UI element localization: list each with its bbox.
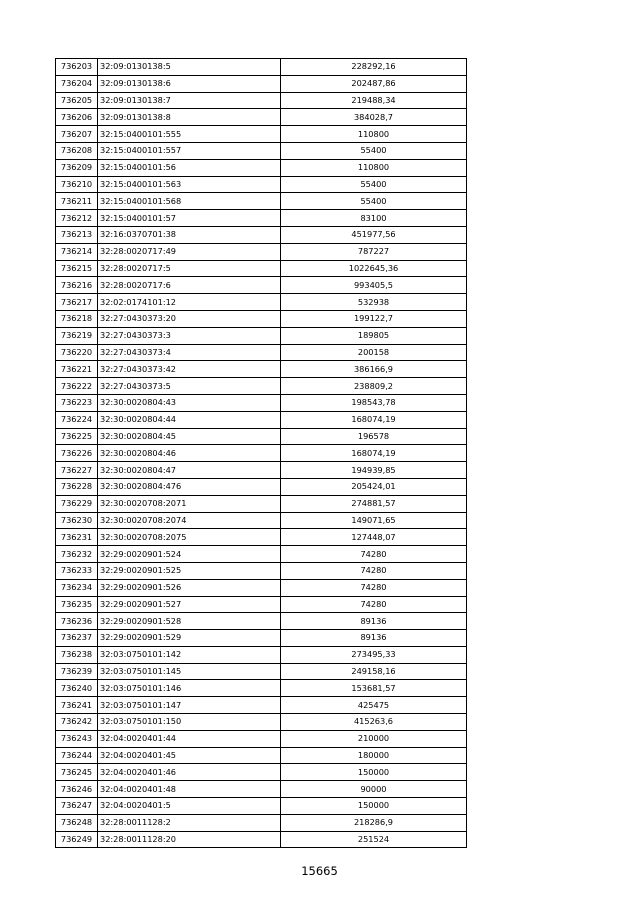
value-cell: 228292,16 — [281, 59, 467, 76]
table-row — [56, 596, 467, 613]
row-id-cell: 736230 — [56, 512, 98, 529]
table-row — [56, 394, 467, 411]
cadastral-number-cell: 32:03:0750101:150 — [98, 714, 281, 731]
cadastral-number-cell: 32:28:0020717:49 — [98, 243, 281, 260]
table-row — [56, 445, 467, 462]
cadastral-number-cell: 32:15:0400101:56 — [98, 159, 281, 176]
table-row — [56, 529, 467, 546]
table-row — [56, 310, 467, 327]
row-id-cell: 736213 — [56, 226, 98, 243]
cadastral-number-cell: 32:29:0020901:528 — [98, 613, 281, 630]
row-id-cell: 736203 — [56, 59, 98, 76]
table-row — [56, 663, 467, 680]
value-cell: 238809,2 — [281, 378, 467, 395]
cadastral-number-cell: 32:03:0750101:146 — [98, 680, 281, 697]
table-body — [56, 59, 467, 848]
table-row — [56, 714, 467, 731]
row-id-cell: 736225 — [56, 428, 98, 445]
cadastral-number-cell: 32:03:0750101:142 — [98, 646, 281, 663]
table-row — [56, 646, 467, 663]
value-cell: 74280 — [281, 546, 467, 563]
table-row — [56, 512, 467, 529]
cadastral-number-cell: 32:15:0400101:555 — [98, 126, 281, 143]
table-row — [56, 142, 467, 159]
value-cell: 110800 — [281, 159, 467, 176]
table-row — [56, 277, 467, 294]
row-id-cell: 736205 — [56, 92, 98, 109]
cadastral-number-cell: 32:29:0020901:525 — [98, 562, 281, 579]
cadastral-number-cell: 32:27:0430373:3 — [98, 327, 281, 344]
table-row — [56, 579, 467, 596]
table-row — [56, 260, 467, 277]
row-id-cell: 736226 — [56, 445, 98, 462]
cadastral-number-cell: 32:28:0020717:5 — [98, 260, 281, 277]
table-row — [56, 462, 467, 479]
table-row — [56, 562, 467, 579]
row-id-cell: 736208 — [56, 142, 98, 159]
table-row — [56, 210, 467, 227]
value-cell: 210000 — [281, 730, 467, 747]
value-cell: 451977,56 — [281, 226, 467, 243]
value-cell: 89136 — [281, 630, 467, 647]
table-row — [56, 226, 467, 243]
table-row — [56, 193, 467, 210]
cadastral-number-cell: 32:27:0430373:4 — [98, 344, 281, 361]
row-id-cell: 736242 — [56, 714, 98, 731]
row-id-cell: 736246 — [56, 781, 98, 798]
row-id-cell: 736245 — [56, 764, 98, 781]
value-cell: 198543,78 — [281, 394, 467, 411]
cadastral-number-cell: 32:29:0020901:527 — [98, 596, 281, 613]
table-row — [56, 831, 467, 848]
cadastral-number-cell: 32:03:0750101:147 — [98, 697, 281, 714]
cadastral-number-cell: 32:30:0020804:47 — [98, 462, 281, 479]
value-cell: 205424,01 — [281, 478, 467, 495]
table-row — [56, 75, 467, 92]
cadastral-number-cell: 32:30:0020708:2071 — [98, 495, 281, 512]
row-id-cell: 736209 — [56, 159, 98, 176]
value-cell: 127448,07 — [281, 529, 467, 546]
row-id-cell: 736236 — [56, 613, 98, 630]
table-row — [56, 630, 467, 647]
table-row — [56, 126, 467, 143]
cadastral-number-cell: 32:16:0370701:38 — [98, 226, 281, 243]
value-cell: 787227 — [281, 243, 467, 260]
table-row — [56, 243, 467, 260]
value-cell: 74280 — [281, 562, 467, 579]
cadastral-number-cell: 32:29:0020901:529 — [98, 630, 281, 647]
table-row — [56, 159, 467, 176]
value-cell: 74280 — [281, 596, 467, 613]
row-id-cell: 736229 — [56, 495, 98, 512]
cadastral-number-cell: 32:28:0011128:20 — [98, 831, 281, 848]
table-row — [56, 344, 467, 361]
row-id-cell: 736237 — [56, 630, 98, 647]
table-row — [56, 428, 467, 445]
row-id-cell: 736218 — [56, 310, 98, 327]
row-id-cell: 736220 — [56, 344, 98, 361]
cadastral-number-cell: 32:27:0430373:42 — [98, 361, 281, 378]
table-row — [56, 546, 467, 563]
table-row — [56, 814, 467, 831]
cadastral-number-cell: 32:29:0020901:524 — [98, 546, 281, 563]
cadastral-value-table — [55, 58, 467, 848]
value-cell: 168074,19 — [281, 445, 467, 462]
cadastral-number-cell: 32:04:0020401:5 — [98, 798, 281, 815]
row-id-cell: 736216 — [56, 277, 98, 294]
row-id-cell: 736238 — [56, 646, 98, 663]
value-cell: 90000 — [281, 781, 467, 798]
table-row — [56, 361, 467, 378]
cadastral-number-cell: 32:30:0020804:476 — [98, 478, 281, 495]
row-id-cell: 736233 — [56, 562, 98, 579]
table-row — [56, 680, 467, 697]
cadastral-number-cell: 32:02:0174101:12 — [98, 294, 281, 311]
cadastral-number-cell: 32:09:0130138:5 — [98, 59, 281, 76]
table-row — [56, 176, 467, 193]
cadastral-number-cell: 32:09:0130138:6 — [98, 75, 281, 92]
row-id-cell: 736221 — [56, 361, 98, 378]
cadastral-number-cell: 32:28:0020717:6 — [98, 277, 281, 294]
cadastral-number-cell: 32:27:0430373:5 — [98, 378, 281, 395]
row-id-cell: 736206 — [56, 109, 98, 126]
table-row — [56, 478, 467, 495]
value-cell: 180000 — [281, 747, 467, 764]
row-id-cell: 736211 — [56, 193, 98, 210]
row-id-cell: 736215 — [56, 260, 98, 277]
cadastral-number-cell: 32:30:0020804:45 — [98, 428, 281, 445]
row-id-cell: 736248 — [56, 814, 98, 831]
table-row — [56, 294, 467, 311]
cadastral-number-cell: 32:04:0020401:46 — [98, 764, 281, 781]
row-id-cell: 736222 — [56, 378, 98, 395]
row-id-cell: 736217 — [56, 294, 98, 311]
row-id-cell: 736239 — [56, 663, 98, 680]
table-row — [56, 92, 467, 109]
row-id-cell: 736240 — [56, 680, 98, 697]
table-row — [56, 747, 467, 764]
value-cell: 110800 — [281, 126, 467, 143]
table-row — [56, 781, 467, 798]
row-id-cell: 736249 — [56, 831, 98, 848]
table-row — [56, 798, 467, 815]
value-cell: 189805 — [281, 327, 467, 344]
row-id-cell: 736219 — [56, 327, 98, 344]
value-cell: 149071,65 — [281, 512, 467, 529]
page-number: 15665 — [301, 864, 338, 878]
row-id-cell: 736214 — [56, 243, 98, 260]
value-cell: 1022645,36 — [281, 260, 467, 277]
table-row — [56, 327, 467, 344]
row-id-cell: 736234 — [56, 579, 98, 596]
row-id-cell: 736212 — [56, 210, 98, 227]
row-id-cell: 736231 — [56, 529, 98, 546]
row-id-cell: 736210 — [56, 176, 98, 193]
table-row — [56, 495, 467, 512]
data-table-container — [55, 58, 467, 848]
row-id-cell: 736204 — [56, 75, 98, 92]
value-cell: 55400 — [281, 176, 467, 193]
cadastral-number-cell: 32:27:0430373:20 — [98, 310, 281, 327]
value-cell: 55400 — [281, 142, 467, 159]
value-cell: 199122,7 — [281, 310, 467, 327]
value-cell: 249158,16 — [281, 663, 467, 680]
cadastral-number-cell: 32:15:0400101:557 — [98, 142, 281, 159]
row-id-cell: 736232 — [56, 546, 98, 563]
row-id-cell: 736228 — [56, 478, 98, 495]
value-cell: 219488,34 — [281, 92, 467, 109]
value-cell: 200158 — [281, 344, 467, 361]
value-cell: 274881,57 — [281, 495, 467, 512]
table-row — [56, 697, 467, 714]
value-cell: 194939,85 — [281, 462, 467, 479]
cadastral-number-cell: 32:03:0750101:145 — [98, 663, 281, 680]
cadastral-number-cell: 32:30:0020804:46 — [98, 445, 281, 462]
value-cell: 55400 — [281, 193, 467, 210]
value-cell: 993405,5 — [281, 277, 467, 294]
cadastral-number-cell: 32:29:0020901:526 — [98, 579, 281, 596]
value-cell: 384028,7 — [281, 109, 467, 126]
value-cell: 168074,19 — [281, 411, 467, 428]
row-id-cell: 736223 — [56, 394, 98, 411]
row-id-cell: 736243 — [56, 730, 98, 747]
row-id-cell: 736224 — [56, 411, 98, 428]
table-row — [56, 764, 467, 781]
row-id-cell: 736247 — [56, 798, 98, 815]
value-cell: 532938 — [281, 294, 467, 311]
value-cell: 273495,33 — [281, 646, 467, 663]
cadastral-number-cell: 32:09:0130138:7 — [98, 92, 281, 109]
value-cell: 150000 — [281, 798, 467, 815]
row-id-cell: 736241 — [56, 697, 98, 714]
value-cell: 251524 — [281, 831, 467, 848]
value-cell: 74280 — [281, 579, 467, 596]
cadastral-number-cell: 32:09:0130138:8 — [98, 109, 281, 126]
cadastral-number-cell: 32:30:0020804:43 — [98, 394, 281, 411]
value-cell: 150000 — [281, 764, 467, 781]
cadastral-number-cell: 32:30:0020804:44 — [98, 411, 281, 428]
cadastral-number-cell: 32:30:0020708:2074 — [98, 512, 281, 529]
value-cell: 218286,9 — [281, 814, 467, 831]
cadastral-number-cell: 32:30:0020708:2075 — [98, 529, 281, 546]
cadastral-number-cell: 32:04:0020401:45 — [98, 747, 281, 764]
cadastral-number-cell: 32:15:0400101:568 — [98, 193, 281, 210]
table-row — [56, 411, 467, 428]
cadastral-number-cell: 32:15:0400101:57 — [98, 210, 281, 227]
table-row — [56, 730, 467, 747]
row-id-cell: 736227 — [56, 462, 98, 479]
value-cell: 425475 — [281, 697, 467, 714]
value-cell: 153681,57 — [281, 680, 467, 697]
table-row — [56, 59, 467, 76]
cadastral-number-cell: 32:28:0011128:2 — [98, 814, 281, 831]
value-cell: 202487,86 — [281, 75, 467, 92]
value-cell: 196578 — [281, 428, 467, 445]
row-id-cell: 736244 — [56, 747, 98, 764]
value-cell: 386166,9 — [281, 361, 467, 378]
cadastral-number-cell: 32:04:0020401:48 — [98, 781, 281, 798]
cadastral-number-cell: 32:15:0400101:563 — [98, 176, 281, 193]
value-cell: 89136 — [281, 613, 467, 630]
table-row — [56, 613, 467, 630]
value-cell: 83100 — [281, 210, 467, 227]
value-cell: 415263,6 — [281, 714, 467, 731]
table-row — [56, 378, 467, 395]
row-id-cell: 736207 — [56, 126, 98, 143]
row-id-cell: 736235 — [56, 596, 98, 613]
table-row — [56, 109, 467, 126]
cadastral-number-cell: 32:04:0020401:44 — [98, 730, 281, 747]
